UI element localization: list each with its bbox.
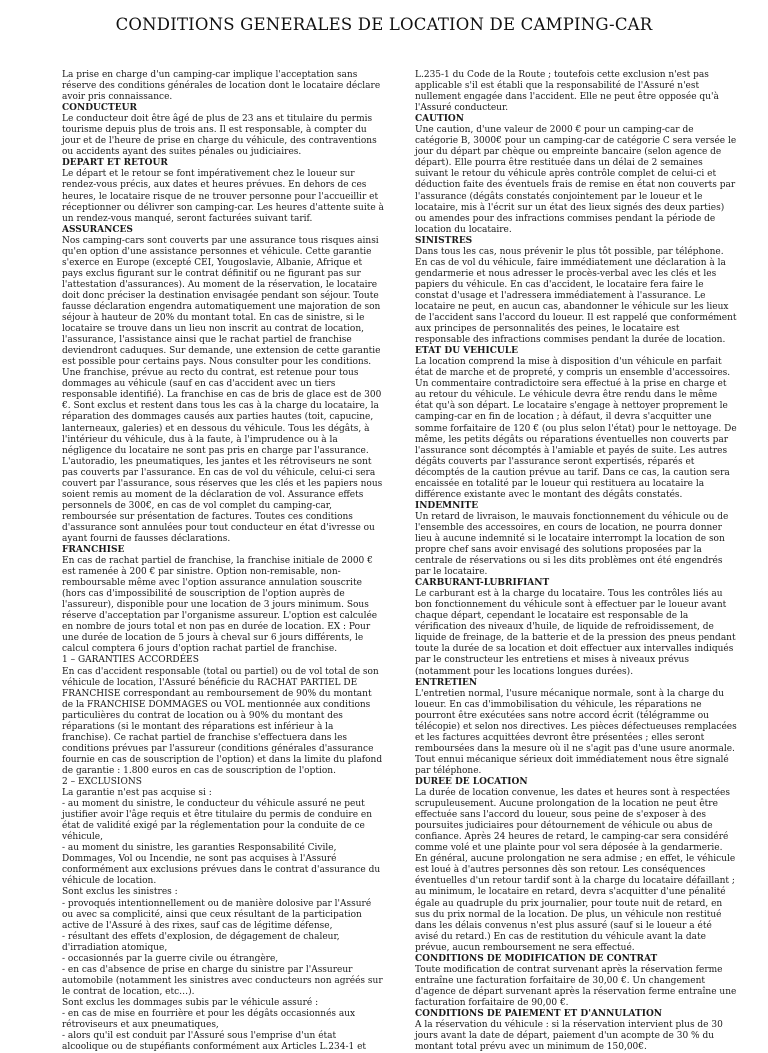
section-heading: ETAT DU VEHICULE [415,346,518,357]
paragraph: Toute modification de contrat survenant après la réservation ferme entraîne une facturation forfaitaire de 30,00 €. Un changement d'agence de départ survenant après la réservation ferme entraîne une facturation forfaitaire de 90,00 €. [415,964,737,1008]
right-column [415,70,737,1053]
paragraph: Un retard de livraison, le mauvais fonctionnement du véhicule ou de l'ensemble des accessoires, en cours de location, ne pourra donner lieu à aucune indemnité si le locataire interrompt la location de son propre chef sans avoir envisagé des solutions proposées par la centrale de réservations ou si les dits problèmes ont été engendrés par le locataire. [415,511,729,578]
section-heading: ENTRETIEN [415,677,478,688]
section-heading: CONDITIONS DE MODIFICATION DE CONTRAT [415,953,658,964]
section-heading: FRANCHISE [62,545,125,556]
paragraph: La location comprend la mise à disposition d'un véhicule en parfait état de marche et de propreté, y compris un ensemble d'accessoires. Un commentaire contradictoire sera effectué à la prise en charge et au retour du véhicule. Le véhicule devra être rendu dans le même état qu'à son départ. Le locataire s'engage à nettoyer proprement le camping-car en fin de location ; à défaut, il devra s'acquitter une somme forfaitaire de 120 € (ou plus selon l'état) pour le nettoyage. De même, les petits dégâts ou réparations éventuelles non couverts par l'assurance sont décomptés à l'amiable et payés de suite. Les autres dégâts couverts par l'assurance seront expertisés, réparés et décomptés de la caution prévue au tarif. Dans ce cas, la caution sera encaissée en totalité par le loueur qui restituera au locataire la différence existante avec le montant des dégâts constatés. [415,357,737,500]
section-heading: CONDUCTEUR [62,103,137,114]
section-heading: CONDITIONS DE PAIEMENT ET D'ANNULATION [415,1008,663,1019]
paragraph: Le conducteur doit être âgé de plus de 23 ans et titulaire du permis tourisme depuis plus de trois ans. Il est responsable, à compter du jour et de l'heure de prise en charge du véhicule, des contraventions ou accidents ayant des suites pénales ou judiciaires. [62,114,377,158]
paragraph: - au moment du sinistre, le conducteur du véhicule assuré ne peut justifier avoir l'âge requis et être titulaire du permis de conduire en état de validité exigé par la réglementation pour la conduite de ce véhicule, [62,799,373,843]
paragraph: La prise en charge d'un camping-car implique l'acceptation sans réserve des conditions générales de location dont le locataire déclare avoir pris connaissance. [62,70,381,103]
paragraph: Dans tous les cas, nous prévenir le plus tôt possible, par téléphone. En cas de vol du véhicule, faire immédiatement une déclaration à la gendarmerie et nous adresser le procès-verbal avec les clés et les papiers du véhicule. En cas d'accident, le locataire fera faire le constat d'usage et l'adressera immédiatement à l'assurance. Le locataire ne peut, en aucun cas, abandonner le véhicule sur les lieux de l'accident sans l'accord du loueur. Il est rappelé que conformément aux principes de personnalités des peines, le locataire est responsable des infractions commises pendant la durée de location. [415,246,737,346]
section-heading: CAUTION [415,114,464,125]
paragraph: - en cas d'absence de prise en charge du sinistre par l'Assureur automobile (notamment les sinistres avec conducteurs non agréés sur le contrat de location, etc…). [62,964,383,997]
paragraph: La garantie n'est pas acquise si : [62,788,212,799]
paragraph: Sont exclus les dommages subis par le véhicule assuré : [62,997,319,1008]
left-column [62,70,384,1053]
section-heading: SINISTRES [415,235,473,246]
section-heading: ASSURANCES [62,224,133,235]
paragraph: 1 – GARANTIES ACCORDÉES [62,655,199,666]
paragraph: A la réservation du véhicule : si la réservation intervient plus de 30 jours avant la date de départ, paiement d'un acompte de 30 % du montant total prévu avec un minimum de 150,00€. [415,1020,723,1053]
section-heading: DEPART ET RETOUR [62,158,168,169]
paragraph: La durée de location convenue, les dates et heures sont à respectées scrupuleusement. Aucune prolongation de la location ne peut être effectuée sans l'accord du loueur, sous peine de s'exposer à des poursuites judiciaires pour détournement de véhicule ou abus de confiance. Après 24 heures de retard, le camping-car sera considéré comme volé et une plainte pour vol sera déposée à la gendarmerie. En général, aucune prolongation ne sera admise ; en effet, le véhicule est loué à d'autres personnes dès son retour. Les conséquences éventuelles d'un retour tardif sont à la charge du locataire défaillant ; au minimum, le locataire en retard, devra s'acquitter d'une pénalité égale au quadruple du prix journalier, pour toute nuit de retard, en sus du prix normal de la location. De plus, un véhicule non restitué dans les délais convenus n'est plus assuré (sauf si le loueur a été avisé du retard.) En cas de restitution du véhicule avant la date prévue, aucun remboursement ne sera effectué. [415,788,736,953]
paragraph: Le départ et le retour se font impérativement chez le loueur sur rendez-vous précis, aux dates et heures prévues. En dehors de ces heures, le locataire risque de ne trouver personne pour l'accueillir et réceptionner ou délivrer son camping-car. Les heures d'attente suite à un rendez-vous manqué, seront facturées suivant tarif. [62,169,384,224]
paragraph: - occasionnés par la guerre civile ou étrangère, [62,953,279,964]
paragraph: Nos camping-cars sont couverts par une assurance tous risques ainsi qu'en option d'une assistance personnes et véhicule. Cette garantie s'exerce en Europe (excepté CEI, Yougoslavie, Albanie, Afrique et pays exclus figurant sur le contrat définitif ou ne figurant pas sur l'attestation d'assurances). Au moment de la réservation, le locataire doit donc préciser la destination envisagée pendant son séjour. Toute fausse déclaration engendra automatiquement une majoration de son séjour à hauteur de 20% du montant total. En cas de sinistre, si le locataire se trouve dans un lieu non inscrit au contrat de location, l'assurance, l'assistance ainsi que le rachat partiel de franchise deviendront caduques. Sur demande, une extension de cette garantie est possible pour certains pays. Nous consulter pour les conditions. Une franchise, prévue au recto du contrat, est retenue pour tous dommages au véhicule (sauf en cas d'accident avec un tiers responsable identifié). La franchise en cas de bris de glace est de 300 €. Sont exclus et restent dans tous les cas à la charge du locataire, la réparation des dommages causés aux parties hautes (toit, capucine, lanterneaux, galeries) et en dessous du véhicule. Tous les dégâts, à l'intérieur du véhicule, dus à la faute, à l'imprudence ou à la négligence du locataire ne sont pas pris en charge par l'assurance. L'autoradio, les pneumatiques, les jantes et les rétroviseurs ne sont pas couverts par l'assurance. En cas de vol du véhicule, celui-ci sera couvert par l'assurance, sous réserves que les clés et les papiers nous soient remis au moment de la déclaration de vol. Assurance effets personnels de 300€, en cas de vol complet du camping-car, remboursée sur présentation de factures. Toutes ces conditions d'assurance sont annulées pour tout conducteur en état d'ivresse ou ayant fourni de fausses déclarations. [62,235,383,544]
paragraph: - au moment du sinistre, les garanties Responsabilité Civile, Dommages, Vol ou Incendie, ne sont pas acquises à l'Assuré conformément aux exclusions prévues dans le contrat d'assurance du véhicule de location. [62,843,381,887]
paragraph: En cas d'accident responsable (total ou partiel) ou de vol total de son véhicule de location, l'Assuré bénéficie du RACHAT PARTIEL DE FRANCHISE correspondant au remboursement de 90% du montant de la FRANCHISE DOMMAGES ou VOL mentionnée aux conditions particulières du contrat de location ou à 90% du montant des réparations (si le montant des réparations est inférieur à la franchise). Ce rachat partiel de franchise s'effectuera dans les conditions prévues par l'assureur (conditions générales d'assurance fournie en cas de souscription de l'option) et dans la limite du plafond de garantie : 1.800 euros en cas de souscription de l'option. [62,666,383,776]
section-heading: INDEMNITE [415,500,479,511]
section-heading: DUREE DE LOCATION [415,777,528,787]
paragraph: Une caution, d'une valeur de 2000 € pour un camping-car de catégorie B, 3000€ pour un camping-car de catégorie C sera versée le jour du départ par chèque ou empreinte bancaire (selon agence de départ). Elle pourra être restituée dans un délai de 2 semaines suivant le retour du véhicule après contrôle complet de celui-ci et déduction faite des éventuels frais de remise en état non couverts par l'assurance (dégâts constatés conjointement par le loueur et le locataire, mis à l'écrit sur un état des lieux signés des deux parties) ou amendes pour des infractions commises pendant la période de location du locataire. [415,125,737,235]
paragraph: Le carburant est à la charge du locataire. Tous les contrôles liés au bon fonctionnement du véhicule sont à effectuer par le loueur avant chaque départ, cependant le locataire est responsable de la vérification des niveaux d'huile, de liquide de refroidissement, de liquide de freinage, de la batterie et de la pression des pneus pendant toute la durée de sa location et doit effectuer aux intervalles indiqués par le constructeur les entretiens et mises à niveaux prévus (notamment pour les locations longues durées). [415,589,736,677]
section-heading: CARBURANT-LUBRIFIANT [415,578,550,589]
paragraph: Sont exclus les sinistres : [62,887,178,898]
paragraph: - provoqués intentionnellement ou de manière dolosive par l'Assuré ou avec sa complicité, ainsi que ceux résultant de la participation active de l'Assuré à des rixes, sauf cas de légitime défense, [62,898,372,931]
paragraph: L'entretien normal, l'usure mécanique normale, sont à la charge du loueur. En cas d'immobilisation du véhicule, les réparations ne pourront être exécutées sans notre accord écrit (télégramme ou télécopie) et selon nos directives. Les pièces défectueuses remplacées et les factures acquittées devront être présentées ; elles seront remboursées dans la mesure où il ne s'agit pas d'une usure anormale. Tout ennui mécanique sérieux doit immédiatement nous être signalé par téléphone. [415,688,737,776]
paragraph: - en cas de mise en fourrière et pour les dégâts occasionnés aux rétroviseurs et aux pneumatiques, [62,1008,356,1031]
paragraph: - résultant des effets d'explosion, de dégagement de chaleur, d'irradiation atomique, [62,931,340,953]
paragraph: 2 – EXCLUSIONS [62,777,142,787]
paragraph: - alors qu'il est conduit par l'Assuré sous l'emprise d'un état alcoolique ou de stupéfiants conformément aux Articles L.234-1 et [62,1031,367,1053]
paragraph: L.235-1 du Code de la Route ; toutefois cette exclusion n'est pas applicable s'il est établi que la responsabilité de l'Assuré n'est nullement engagée dans l'accident. Elle ne peut être opposée qu'à l'Assuré conducteur. [415,70,719,114]
document-title: CONDITIONS GENERALES DE LOCATION DE CAMPING-CAR [115,15,653,34]
paragraph: En cas de rachat partiel de franchise, la franchise initiale de 2000 € est ramenée à 200 € par sinistre. Option non-remisable, non-remboursable même avec l'option assurance annulation souscrite (hors cas d'impossibilité de souscription de l'option auprès de l'assureur), disponible pour une location de 3 jours minimum. Sous réserve d'acceptation par l'organisme assureur. L'option est calculée en nombre de jours total et non pas en durée de location. EX : Pour une durée de location de 5 jours à cheval sur 6 jours différents, le calcul comptera 6 jours d'option rachat partiel de franchise. [62,556,378,655]
